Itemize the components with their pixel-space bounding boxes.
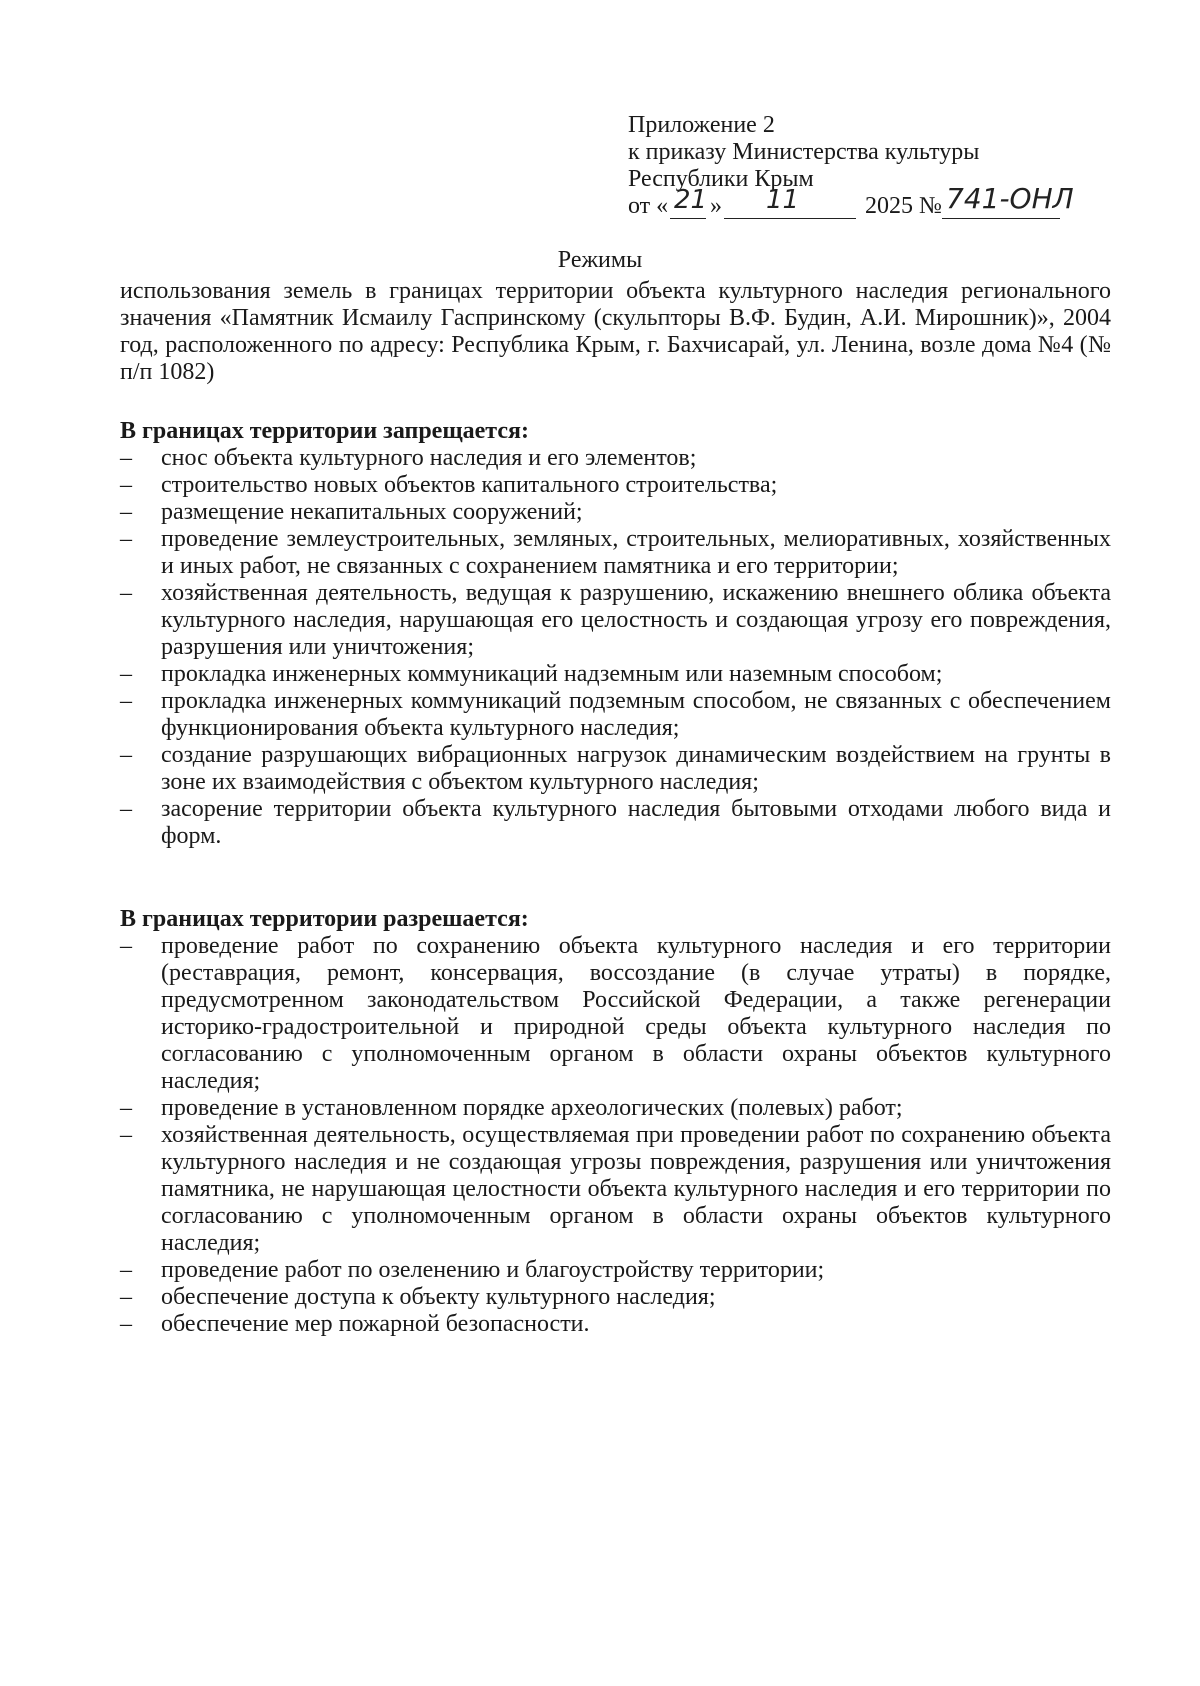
list-item: – создание разрушающих вибрационных нагрузок динамическим воздействием на грунты в зоне их взаимодействия с объектом культурного наследия;: [120, 742, 1111, 795]
list-item: – строительство новых объектов капитального строительства;: [120, 472, 778, 498]
list-item: – хозяйственная деятельность, ведущая к разрушению, искажению внешнего облика объекта культурного наследия, нарушающая его целостность и создающая угрозу его повреждения, разрушения или уничтожения;: [120, 580, 1111, 660]
dash-marker: –: [120, 933, 132, 959]
handwritten-day: 21: [674, 185, 708, 215]
month-underline: [724, 218, 856, 219]
list-item: – засорение территории объекта культурного наследия бытовыми отходами любого вида и форм.: [120, 796, 1111, 849]
document-title: Режимы: [557, 247, 643, 273]
list-item: – обеспечение мер пожарной безопасности.: [120, 1311, 590, 1337]
list-item: – проведение работ по сохранению объекта культурного наследия и его территории (реставрация, ремонт, консервация, воссоздание (в случае утраты) в порядке, предусмотренном законодательством Российской Федерации, а также регенерации историко-градостроительной и природной среды объекта культурного наследия по согласованию с уполномоченным органом в области охраны объектов культурного наследия;: [120, 933, 1111, 1094]
list-item: – прокладка инженерных коммуникаций надземным или наземным способом;: [120, 661, 943, 687]
permitted-heading: В границах территории разрешается:: [120, 906, 529, 932]
list-item: – снос объекта культурного наследия и его элементов;: [120, 445, 697, 471]
dash-marker: –: [120, 1311, 132, 1337]
dash-marker: –: [120, 526, 132, 552]
day-underline: [670, 218, 706, 219]
dash-marker: –: [120, 661, 132, 687]
dash-marker: –: [120, 445, 132, 471]
appendix-number: Приложение 2: [628, 112, 775, 138]
list-item: – обеспечение доступа к объекту культурного наследия;: [120, 1284, 716, 1310]
date-prefix: от «: [628, 193, 669, 219]
list-item: – проведение землеустроительных, земляных, строительных, мелиоративных, хозяйственных и иных работ, не связанных с сохранением памятника и его территории;: [120, 526, 1111, 579]
handwritten-month: 11: [766, 185, 800, 215]
dash-marker: –: [120, 1095, 132, 1121]
dash-marker: –: [120, 688, 132, 714]
dash-marker: –: [120, 499, 132, 525]
date-quote-close: »: [710, 193, 722, 219]
handwritten-order-number: 741-ОНЛ: [946, 182, 1074, 215]
list-item: – хозяйственная деятельность, осуществляемая при проведении работ по сохранению объекта культурного наследия и не создающая угрозы повреждения, разрушения или уничтожения памятника, не нарушающая целостности объекта культурного наследия и его территории по согласованию с уполномоченным органом в области охраны объектов культурного наследия;: [120, 1122, 1111, 1256]
dash-marker: –: [120, 1257, 132, 1283]
dash-marker: –: [120, 796, 132, 822]
order-reference: к приказу Министерства культуры: [628, 139, 980, 165]
document-description: использования земель в границах территории объекта культурного наследия регионального значения «Памятник Исмаилу Гаспринскому (скульпторы В.Ф. Будин, А.И. Мирошник)», 2004 год, расположенного по адресу: Республика Крым, г. Бахчисарай, ул. Ленина, возле дома №4 (№ п/п 1082): [120, 278, 1111, 385]
list-item: – прокладка инженерных коммуникаций подземным способом, не связанных с обеспечением функционирования объекта культурного наследия;: [120, 688, 1111, 741]
dash-marker: –: [120, 472, 132, 498]
date-year-number-label: 2025 №: [865, 193, 942, 219]
order-number-underline: [942, 218, 1060, 219]
republic-name: Республики Крым: [628, 166, 814, 192]
dash-marker: –: [120, 580, 132, 606]
order-date-line: [628, 182, 1148, 223]
list-item: – размещение некапитальных сооружений;: [120, 499, 583, 525]
dash-marker: –: [120, 1284, 132, 1310]
prohibited-heading: В границах территории запрещается:: [120, 418, 529, 444]
prohibited-section: [120, 418, 1111, 850]
list-item: – проведение в установленном порядке археологических (полевых) работ;: [120, 1095, 903, 1121]
permitted-list: [120, 933, 1111, 1338]
permitted-section: [120, 906, 1111, 1338]
prohibited-list: [120, 445, 1111, 850]
list-item: – проведение работ по озеленению и благоустройству территории;: [120, 1257, 825, 1283]
dash-marker: –: [120, 1122, 132, 1148]
appendix-header: [628, 112, 1148, 223]
dash-marker: –: [120, 742, 132, 768]
